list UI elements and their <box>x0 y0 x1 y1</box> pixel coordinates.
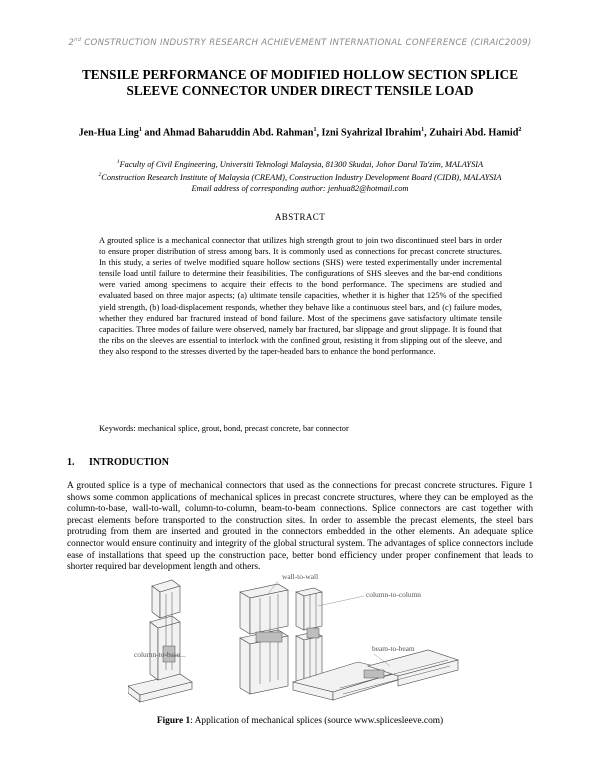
author-list: Jen-Hua Ling$^1$ and Ahmad Baharuddin Abd. Rahman$^1$, Izni Syahrizal Ibrahim$^1$, Zuhairi Abd. Hamid$^2$ <box>78 127 522 139</box>
corresponding-email: Email address of corresponding author: jenhua82@hotmail.com <box>191 183 409 193</box>
section-heading-introduction: 1. INTRODUCTION <box>67 457 170 468</box>
abstract-text: A grouted splice is a mechanical connector that utilizes high strength grout to join two discontinued steel bars in order to ensure proper distribution of stress among bars. It is commonly used as connections for precast concrete structures. In this study, a series of twelve modified square hollow sections (SHS) were tested experimentally under incremental tensile load until failure to determine their feasibilities. The configurations of SHS sleeves and the bar-end conditions were varied among specimens to acquire their effects to the bond performance. The specimens are studied and evaluated based on three major aspects; (a) ultimate tensile capacities, whether it is higher that 125% of the specified yield strength, (b) load-displacement responds, whether they behave like a continuous steel bars, and (c) failure modes, whether they endured bar fractured instead of bond failure. Most of the specimens gave satisfactory ultimate tensile capacities. Three modes of failure were observed, namely bar fractured, bar slippage and grout slippage. It is found that the ribs on the sleeves are essential to interlock with the confined grout, resisting it from slipping out of the sleeve, and they also respond to the stresses diverted by the taper-headed bars to enhance the bond performance. <box>99 236 502 356</box>
abstract-heading: ABSTRACT <box>274 212 326 222</box>
label-beam-to-beam: beam-to-beam <box>372 644 415 653</box>
introduction-text: A grouted splice is a type of mechanical connectors that used as the connections for precast concrete structures. Figure 1 shows some common applications of mechanical splices in precast concrete structures, where they can be employed as the column-to-base, wall-to-wall, column-to-column, beam-to-beam connections. Splice connectors are cast together with precast elements before transported to the construction sites. In order to assemble the precast elements, the steel bars protruding from them are inserted and grouted in the connectors embedded in the other elements. An adequate splice connector would ensure continuity and integrity of the global structural system. The advantages of splice connectors include ease of installations that speed up the construction pace, better bond efficiency under proper confinement that leads to shorter required bar development length and others. <box>67 481 533 573</box>
splice-applications-illustration <box>128 574 473 709</box>
title-line-1: TENSILE PERFORMANCE OF MODIFIED HOLLOW SECTION SPLICE <box>82 67 518 82</box>
label-column-to-column: column-to-column <box>366 590 422 599</box>
affiliations <box>60 157 540 194</box>
label-column-to-base: column-to-base <box>134 650 180 659</box>
label-wall-to-wall: wall-to-wall <box>282 572 319 581</box>
figure-1-caption: Figure 1: Application of mechanical splices (source www.splicesleeve.com) <box>156 716 444 726</box>
affiliation-1: $^1$Faculty of Civil Engineering, Universiti Teknologi Malaysia, 81300 Skudai, Johor Darul Ta'zim, MALAYSIA <box>116 159 484 169</box>
figure-1 <box>128 574 473 709</box>
column-to-base-drawing <box>128 580 192 702</box>
affiliation-2: $^2$Construction Research Institute of Malaysia (CREAM), Construction Industry Development Board (CIDB), MALAYSIA <box>98 172 502 183</box>
running-header: 2nd CONSTRUCTION INDUSTRY RESEARCH ACHIEVEMENT INTERNATIONAL CONFERENCE (CIRAIC2009) <box>68 37 532 48</box>
keywords: Keywords: mechanical splice, grout, bond, precast concrete, bar connector <box>99 424 349 433</box>
paper-title <box>40 67 560 99</box>
title-line-2: SLEEVE CONNECTOR UNDER DIRECT TENSILE LOAD <box>126 83 474 98</box>
